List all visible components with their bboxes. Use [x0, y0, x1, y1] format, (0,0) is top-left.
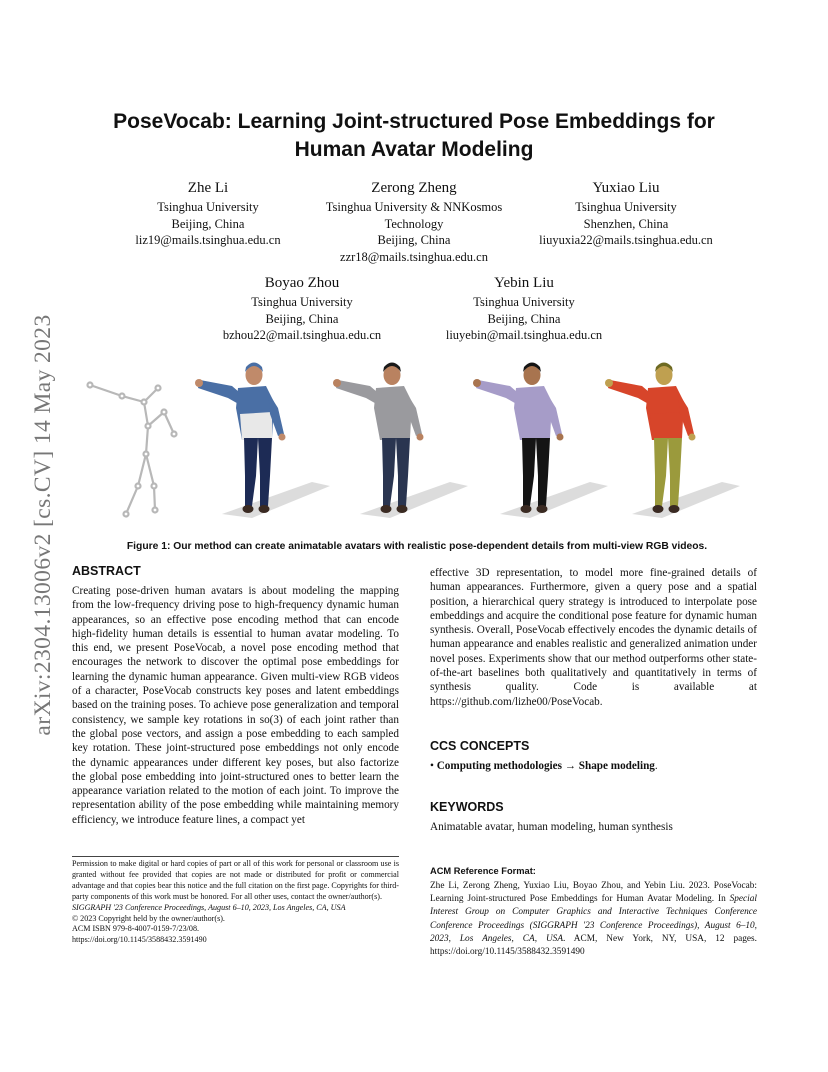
author-name: Zerong Zheng — [371, 180, 457, 196]
isbn-line: ACM ISBN 979-8-4007-0159-7/23/08. — [72, 924, 200, 934]
author-block-2 — [300, 178, 528, 265]
ccs-concept: Computing methodologies → Shape modeling — [436, 760, 655, 772]
avatar-1 — [195, 363, 330, 519]
avatar-renderings — [195, 363, 740, 519]
author-affiliation: Tsinghua University & NNKosmos — [325, 200, 503, 214]
doi-link[interactable]: https://doi.org/10.1145/3588432.3591490 — [72, 935, 207, 945]
ccs-bullet: • — [430, 760, 434, 772]
abstract-paragraph: Creating pose-driven human avatars is about modeling the mapping from the low-frequency driving pose to high-frequency dynamic human appearances, so an effective pose encoding method that can encode high-fidelity human details is essential to human avatar modeling. To this end, we present PoseVocab, a novel pose encoding method that encourages the network to discover the optimal pose embeddings for learning the dynamic human appearance. Given multi-view RGB videos of a character, PoseVocab constructs key poses and latent embeddings based on the training poses. To achieve pose generalization and temporal consistency, we sample key rotations in so(3) of each joint rather than the global pose vectors, and assign a pose embedding to each sampled key rotation. These joint-structured pose embeddings not only encode the dynamic appearances under different key poses, but also factorize the global pose embedding into joint-structured ones to better learn the appearance variation related to the motion of each joint. To improve the representation ability of the pose embedding while maintaining memory efficiency, we introduce feature lines, a compact yet — [72, 585, 399, 826]
reference-text — [430, 880, 757, 959]
teaser-figure — [82, 358, 752, 528]
avatar-2 — [333, 363, 468, 519]
author-location: Beijing, China — [171, 216, 245, 231]
ccs-end: . — [654, 760, 658, 772]
reference-publisher: . ACM, New York, NY, USA, 12 pages. https://doi.org/10.1145/3588432.3591490 — [430, 933, 758, 958]
abstract-heading: ABSTRACT — [72, 564, 141, 578]
author-name: Boyao Zhou — [264, 275, 340, 291]
author-affiliation-cont: Technology — [384, 216, 444, 231]
venue-line: SIGGRAPH '23 Conference Proceedings, August 6–10, 2023, Los Angeles, CA, USA — [72, 902, 346, 912]
reference-authors: Zhe Li, Zerong Zheng, Yuxiao Liu, Boyao Zhou, and Yebin Liu. 2023. PoseVocab: Learning Joint-structured Pose Embeddings for Human Avatar Modeling. In — [430, 881, 757, 905]
paper-title: PoseVocab: Learning Joint-structured Pose Embeddings for Human Avatar Modeling — [113, 110, 715, 161]
author-name: Zhe Li — [187, 180, 229, 196]
author-affiliation: Tsinghua University — [251, 295, 353, 309]
author-email[interactable]: liuyebin@mail.tsinghua.edu.cn — [445, 328, 603, 342]
avatar-4 — [605, 363, 740, 519]
author-name: Yuxiao Liu — [592, 180, 660, 196]
permission-text: Permission to make digital or hard copies of part or all of this work for personal or classroom use is granted without fee provided that copies are not made or distributed for profit or commercial advantage and that copies bear this notice and the full citation on the first page. Copyrights for third-party components of this work must be honored. For all other uses, contact the owner/author(s). — [72, 859, 399, 901]
author-affiliation: Tsinghua University — [157, 200, 259, 214]
author-affiliation: Tsinghua University — [575, 200, 677, 214]
permission-block — [72, 859, 399, 946]
author-location: Shenzhen, China — [583, 216, 669, 231]
author-email[interactable]: bzhou22@mail.tsinghua.edu.cn — [222, 328, 382, 342]
author-name: Yebin Liu — [494, 275, 554, 291]
reference-venue: Special Interest Group on Computer Graphics and Interactive Techniques Conference Conference Proceedings (SIGGRAPH '23 Conference Proceedings), August 6–10, 2023, Los Angeles, CA, USA — [430, 894, 757, 944]
author-block-1 — [98, 178, 318, 249]
avatar-3 — [473, 363, 608, 519]
author-location: Beijing, China — [265, 311, 339, 326]
reference-heading: ACM Reference Format: — [430, 866, 536, 876]
footnote-rule — [72, 856, 399, 857]
author-affiliation: Tsinghua University — [473, 295, 575, 309]
copyright-line: © 2023 Copyright held by the owner/author(s). — [72, 913, 225, 923]
author-location: Beijing, China — [487, 311, 561, 326]
author-email[interactable]: liz19@mails.tsinghua.edu.cn — [135, 233, 281, 247]
keywords-heading: KEYWORDS — [430, 800, 504, 814]
author-email[interactable]: zzr18@mails.tsinghua.edu.cn — [340, 249, 488, 264]
skeleton-figure — [88, 383, 177, 517]
figure-caption: Figure 1: Our method can create animatable avatars with realistic pose-dependent details from multi-view RGB videos. — [126, 541, 708, 552]
ccs-concepts — [430, 759, 757, 773]
author-block-4 — [192, 273, 412, 344]
author-block-3 — [510, 178, 742, 249]
author-block-5 — [414, 273, 634, 344]
ccs-heading: CCS CONCEPTS — [430, 739, 530, 753]
abstract-text-right — [430, 566, 757, 716]
keywords-text: Animatable avatar, human modeling, human synthesis — [430, 821, 673, 833]
arxiv-identifier: arXiv:2304.13006v2 [cs.CV] 14 May 2023 — [30, 314, 56, 736]
author-email[interactable]: liuyuxia22@mails.tsinghua.edu.cn — [539, 233, 713, 247]
abstract-text-left — [72, 584, 399, 850]
abstract-paragraph-cont: effective 3D representation, to model more fine-grained details of human appearances. Furthermore, given a query pose and a spatial position, a hierarchical query strategy is introduced to interpolate pose embeddings and acquire the conditional pose feature for dynamic human synthesis. Overall, PoseVocab effectively encodes the dynamic details of human appearance and enables realistic and generalized animation under novel poses. Experiments show that our method outperforms other state-of-the-art baselines both qualitatively and quantitatively in terms of synthesis quality. Code is available at https://github.com/lizhe00/PoseVocab. — [430, 567, 757, 708]
author-location: Beijing, China — [377, 233, 451, 247]
